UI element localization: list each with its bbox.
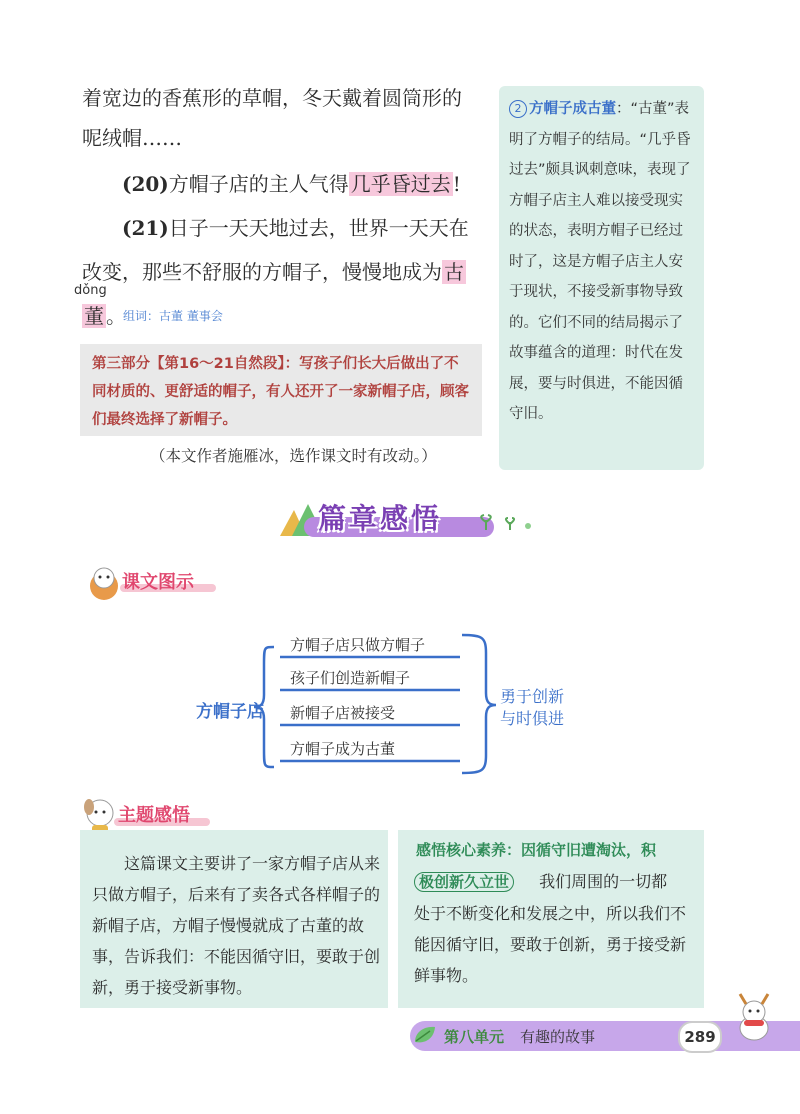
note-number-badge: 2 <box>509 100 527 118</box>
pinyin-annotation: dǒng <box>74 283 107 298</box>
mind-map-branch: 方帽子成为古董 <box>290 740 396 758</box>
highlighted-word: 董 <box>84 304 104 328</box>
mind-map-branch: 方帽子店只做方帽子 <box>290 636 426 654</box>
theme-summary-text: 这篇课文主要讲了一家方帽子店从来只做方帽子，后来有了卖各式各样帽子的新帽子店，方帽子慢慢就成了古董的故事，告诉我们：不能因循守旧，要敢于创新，勇于接受新事物。 <box>92 854 381 997</box>
text-span: ! <box>452 172 461 196</box>
note-title: 方帽子成古董 <box>529 101 616 117</box>
core-text: 我们周围的一切都 <box>539 872 668 891</box>
conclusion-line: 勇于创新 <box>500 687 565 706</box>
conclusion-line: 与时俱进 <box>500 709 565 728</box>
footer-title: 有趣的故事 <box>520 1028 596 1046</box>
highlighted-phrase: 几乎昏过去 <box>350 172 451 196</box>
note-text: ：“古董”表明了方帽子的结局。“几乎昏过去”颇具讽刺意味，表现了方帽子店主人难以接受现实的状态，表明方帽子已经过时了，这是方帽子店主人安于现状，不接受新事物导致的。它们不同的结局揭示了故事蕴含的道理：时代在发展，要与时俱进，不能因循守旧。 <box>509 101 691 422</box>
paragraph-number: (21) <box>122 216 169 240</box>
core-literacy-line <box>414 866 696 898</box>
text-span: 。 <box>106 304 126 328</box>
part-summary-box: 第三部分【第16～21自然段】：写孩子们长大后做出了不同材质的、更舒适的帽子，有人还开了一家新帽子店，顾客们最终选择了新帽子。 <box>80 344 482 436</box>
text-span: 日子一天天地过去，世界一天天在 <box>168 216 469 240</box>
main-text-block <box>82 78 482 336</box>
theme-summary-box <box>80 830 388 1008</box>
source-note: （本文作者施雁冰，选作课文时有改动。） <box>150 447 437 465</box>
sprout-icon <box>476 510 536 534</box>
text-line <box>82 252 482 292</box>
section-title: 篇章感悟 <box>318 502 443 535</box>
text-line: 着宽边的香蕉形的草帽，冬天戴着圆筒形的 <box>82 86 462 110</box>
core-literacy-label <box>416 834 696 866</box>
mind-map-conclusion <box>500 686 564 730</box>
text-span: 改变，那些不舒服的方帽子，慢慢地成为 <box>82 260 442 284</box>
core-label-line: 感悟核心素养：因循守旧遭淘汰，积 <box>416 841 657 859</box>
core-text: 处于不断变化和发展之中，所以我们不能因循守旧，要敢于创新，勇于接受新鲜事物。 <box>414 904 687 985</box>
paragraph-20 <box>82 164 482 204</box>
diagram-heading: 课文图示 <box>122 572 194 593</box>
paragraph-21 <box>82 208 482 248</box>
text-line: 呢绒帽…… <box>82 126 182 150</box>
word-group-note: 组词：古董 董事会 <box>123 309 223 323</box>
leaf-icon <box>412 1024 438 1046</box>
paragraph-number: (20) <box>122 172 169 196</box>
mind-map-branch: 新帽子店被接受 <box>290 704 396 722</box>
mind-map-branch: 孩子们创造新帽子 <box>290 669 411 687</box>
page-number: 289 <box>678 1021 722 1053</box>
mind-map-root: 方帽子店 <box>196 702 264 722</box>
highlighted-word: 古 <box>444 260 464 284</box>
side-note <box>499 86 704 470</box>
goat-mascot-icon <box>724 990 784 1046</box>
core-literacy-box <box>398 830 704 1008</box>
text-span: 方帽子店的主人气得 <box>168 172 349 196</box>
footer-unit: 第八单元 <box>444 1028 505 1046</box>
theme-heading: 主题感悟 <box>118 805 190 826</box>
cat-mascot-icon <box>84 562 124 602</box>
core-label-line: 极创新久立世 <box>414 872 514 892</box>
